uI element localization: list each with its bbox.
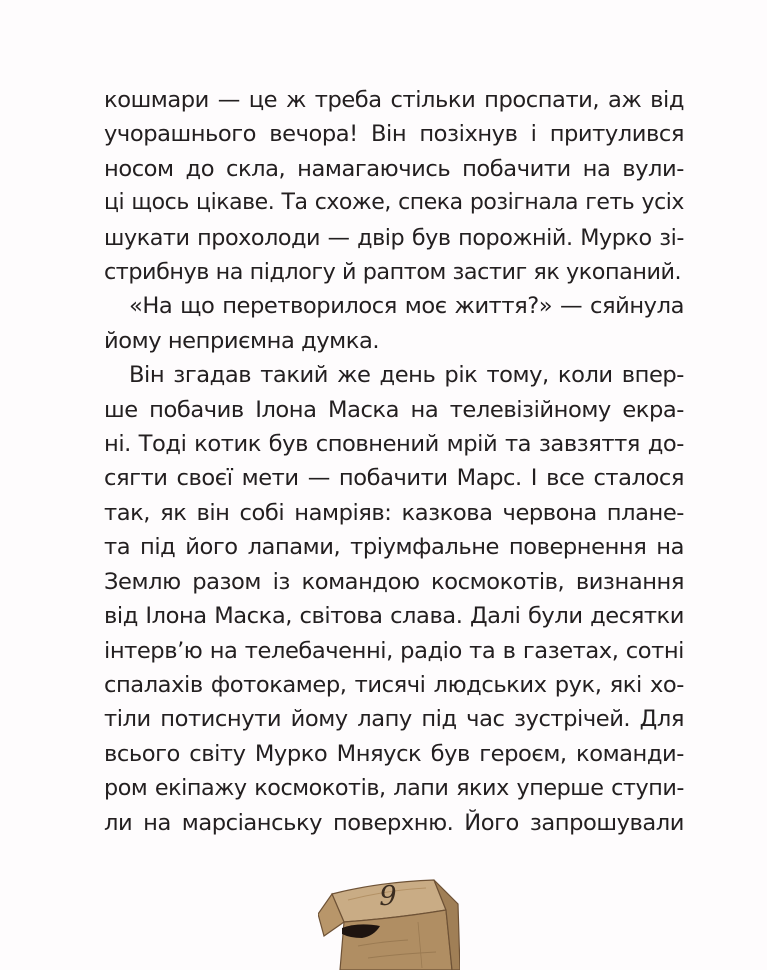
text-line: ці щось цікаве. Та схоже, спека розігнала геть усіх xyxy=(104,190,684,216)
text-line: від Ілона Маска, світова слава. Далі були десятки xyxy=(104,603,684,630)
text-line: Він згадав такий же день рік тому, коли впер- xyxy=(129,362,684,389)
text-line: ше побачив Ілона Маска на телевізійному екра- xyxy=(104,396,684,423)
page-body-text xyxy=(104,83,684,840)
text-line: та під його лапами, тріумфальне повернення на xyxy=(104,534,684,561)
text-line: «На що перетворилося моє життя?» — сяйнула xyxy=(129,293,684,320)
text-line: тіли потиснути йому лапу під час зустрічей. Для xyxy=(104,706,684,733)
text-line: спалахів фотокамер, тисячі людських рук, які хо- xyxy=(104,671,684,698)
text-line: інтерв’ю на телебаченні, радіо та в газетах, сотні xyxy=(104,637,684,664)
text-line: Землю разом із командою космокотів, визнання xyxy=(104,568,684,595)
text-line: всього світу Мурко Мняуск був героєм, команди- xyxy=(104,740,684,767)
text-line: шукати прохолоди — двір був порожній. Мурко зі- xyxy=(104,224,684,251)
text-line: учорашнього вечора! Він позіхнув і притулився xyxy=(104,121,684,148)
text-line: ні. Тоді котик був сповнений мрій та завзяття до- xyxy=(104,431,684,458)
text-line: сягти своєї мети — побачити Марс. І все сталося xyxy=(104,465,684,492)
page-number: 9 xyxy=(379,881,397,912)
page-number-box xyxy=(318,876,460,970)
text-line: ли на марсіанську поверхню. Його запрошували xyxy=(104,809,684,836)
text-line: так, як він собі намріяв: казкова червона плане- xyxy=(104,499,684,526)
text-line: ром екіпажу космокотів, лапи яких уперше ступи- xyxy=(104,775,684,802)
text-line: носом до скла, намагаючись побачити на вули- xyxy=(104,155,684,182)
text-line: стрибнув на підлогу й раптом застиг як укопаний. xyxy=(104,259,682,286)
text-line: йому неприємна думка. xyxy=(104,327,380,354)
text-line: кошмари — це ж треба стільки проспати, аж від xyxy=(104,87,684,113)
